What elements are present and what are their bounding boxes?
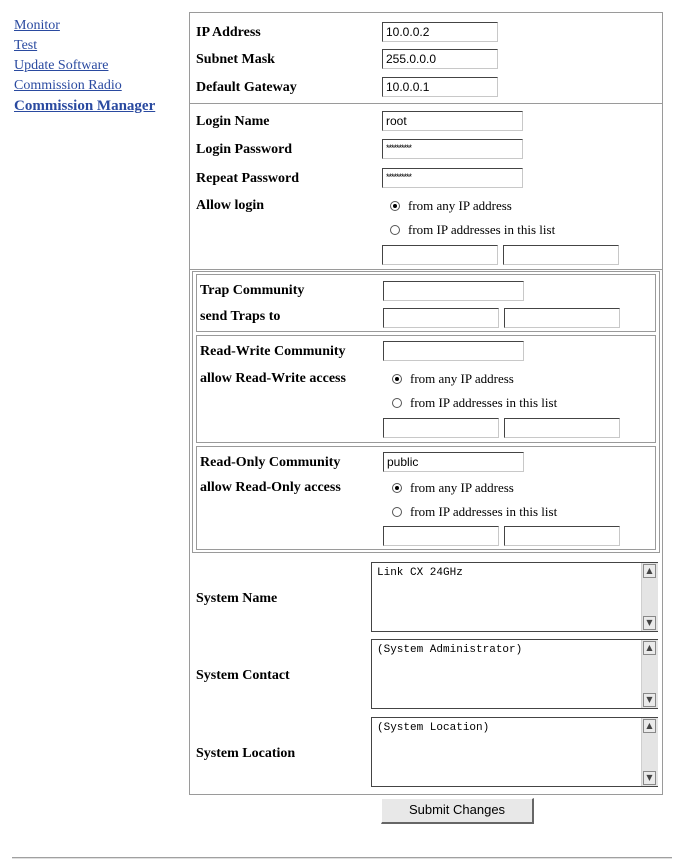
ip-address-input[interactable]: 10.0.0.2	[382, 22, 498, 42]
login-radio-list-label: from IP addresses in this list	[408, 222, 556, 237]
system-name-label: System Name	[196, 591, 278, 606]
system-contact-value: (System Administrator)	[377, 644, 523, 656]
repeat-password-input[interactable]: **********	[382, 168, 523, 188]
radio-unselected-icon[interactable]	[390, 225, 400, 235]
allow-login-label: Allow login	[196, 198, 265, 213]
vertical-scrollbar[interactable]	[641, 718, 658, 786]
settings-form	[189, 12, 663, 795]
ro-radio-any[interactable]	[392, 480, 514, 496]
ro-radio-list[interactable]	[392, 504, 557, 520]
login-name-label: Login Name	[196, 114, 270, 129]
section-divider	[190, 269, 662, 270]
radio-selected-icon[interactable]	[392, 483, 402, 493]
login-radio-any[interactable]	[390, 198, 512, 214]
nav-update-software[interactable]: Update Software	[14, 58, 109, 73]
trap-community-input[interactable]	[383, 281, 524, 301]
radio-selected-icon[interactable]	[390, 201, 400, 211]
default-gateway-label: Default Gateway	[196, 80, 297, 95]
nav-test[interactable]: Test	[14, 38, 38, 53]
repeat-password-label: Repeat Password	[196, 171, 300, 186]
ro-ip-list-input-1[interactable]	[383, 526, 499, 546]
subnet-mask-input[interactable]: 255.0.0.0	[382, 49, 498, 69]
ro-radio-any-label: from any IP address	[410, 480, 514, 495]
vertical-scrollbar[interactable]	[641, 563, 658, 631]
default-gateway-input[interactable]: 10.0.0.1	[382, 77, 498, 97]
system-contact-textarea[interactable]	[371, 639, 658, 709]
ro-radio-list-label: from IP addresses in this list	[410, 504, 558, 519]
system-location-textarea[interactable]	[371, 717, 658, 787]
read-write-subsection	[196, 335, 656, 443]
rw-access-label: allow Read-Write access	[200, 371, 346, 386]
snmp-section	[192, 271, 660, 553]
system-name-value: Link CX 24GHz	[377, 567, 463, 579]
ro-community-label: Read-Only Community	[200, 455, 341, 470]
submit-changes-button[interactable]: Submit Changes	[381, 798, 534, 824]
login-radio-list[interactable]	[390, 222, 555, 238]
rw-ip-list-input-1[interactable]	[383, 418, 499, 438]
ro-access-label: allow Read-Only access	[200, 480, 341, 495]
system-contact-label: System Contact	[196, 668, 290, 683]
section-divider	[190, 103, 662, 104]
rw-radio-any-label: from any IP address	[410, 371, 514, 386]
side-nav	[14, 16, 174, 116]
radio-unselected-icon[interactable]	[392, 507, 402, 517]
scroll-up-arrow-icon[interactable]: ▲	[643, 564, 656, 578]
system-location-value: (System Location)	[377, 722, 490, 734]
login-radio-any-label: from any IP address	[408, 198, 512, 213]
scroll-down-arrow-icon[interactable]: ▼	[643, 693, 656, 707]
radio-unselected-icon[interactable]	[392, 398, 402, 408]
rw-community-input[interactable]	[383, 341, 524, 361]
nav-commission-radio[interactable]: Commission Radio	[14, 78, 122, 93]
send-traps-label: send Traps to	[200, 309, 281, 324]
radio-selected-icon[interactable]	[392, 374, 402, 384]
read-only-subsection	[196, 446, 656, 550]
scroll-up-arrow-icon[interactable]: ▲	[643, 719, 656, 733]
scroll-up-arrow-icon[interactable]: ▲	[643, 641, 656, 655]
login-ip-list-input-1[interactable]	[382, 245, 498, 265]
subnet-mask-label: Subnet Mask	[196, 52, 275, 67]
rw-community-label: Read-Write Community	[200, 344, 346, 359]
rw-ip-list-input-2[interactable]	[504, 418, 620, 438]
footer-divider	[12, 857, 672, 859]
nav-commission-manager[interactable]: Commission Manager	[14, 98, 156, 114]
rw-radio-any[interactable]	[392, 371, 514, 387]
scroll-down-arrow-icon[interactable]: ▼	[643, 771, 656, 785]
vertical-scrollbar[interactable]	[641, 640, 658, 708]
ro-ip-list-input-2[interactable]	[504, 526, 620, 546]
rw-radio-list[interactable]	[392, 395, 557, 411]
nav-monitor[interactable]: Monitor	[14, 18, 60, 33]
system-location-label: System Location	[196, 746, 296, 761]
login-name-input[interactable]: root	[382, 111, 523, 131]
scroll-down-arrow-icon[interactable]: ▼	[643, 616, 656, 630]
ro-community-input[interactable]: public	[383, 452, 524, 472]
ip-address-label: IP Address	[196, 25, 261, 40]
trap-dest-input-1[interactable]	[383, 308, 499, 328]
trap-subsection	[196, 274, 656, 332]
login-password-label: Login Password	[196, 142, 293, 157]
trap-community-label: Trap Community	[200, 283, 305, 298]
system-name-textarea[interactable]	[371, 562, 658, 632]
rw-radio-list-label: from IP addresses in this list	[410, 395, 558, 410]
login-ip-list-input-2[interactable]	[503, 245, 619, 265]
login-password-input[interactable]: **********	[382, 139, 523, 159]
trap-dest-input-2[interactable]	[504, 308, 620, 328]
